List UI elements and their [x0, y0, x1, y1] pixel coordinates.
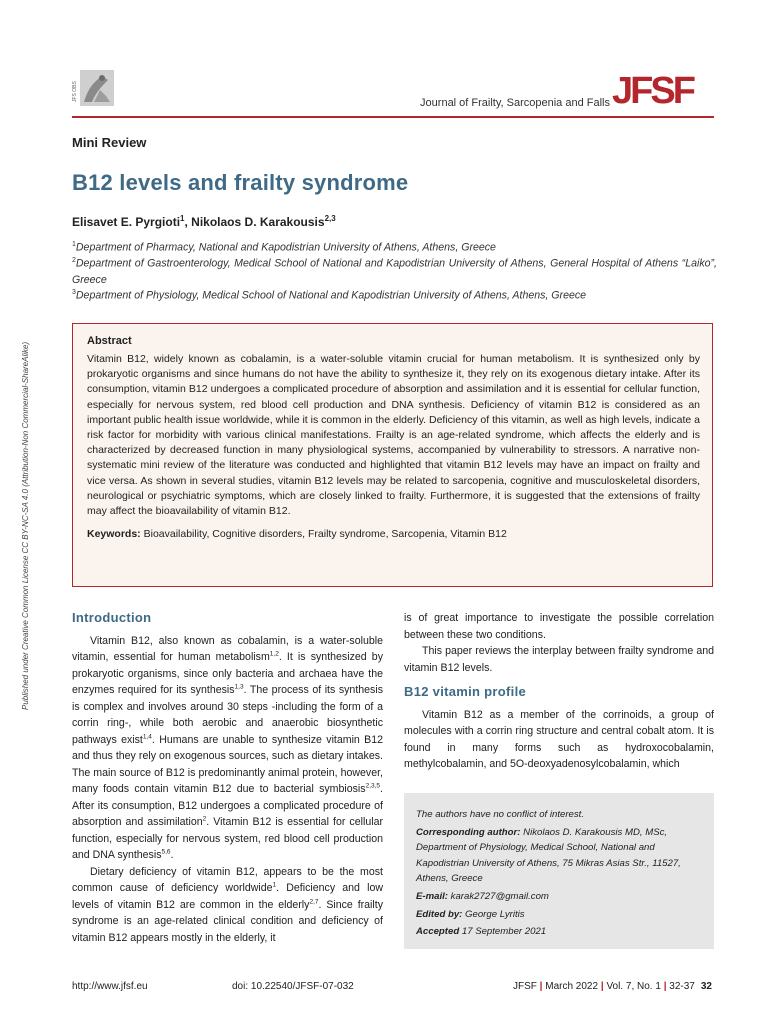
paragraph: Vitamin B12, also known as cobalamin, is a water-soluble vitamin, essential for human metabolism$^{1,2}$. It is synthesized by prokaryotic organisms, since only bacteria and archaea have the enzymes required for its synthesis$^{1,3}$. The process of its synthesis is complex and involves around 30 steps -including the form of a corrin ring-, while both aerobic and anaerobic biosynthetic pathways exist$^{1,4}$. Humans are unable to synthesize vitamin B12 and thus they rely on exogenous sources, such as dietary intakes. The main source of B12 is predominantly animal protein, however, many foods contain vitamin B12 due to bacterial symbiosis$^{2,3,5}$. After its consumption, B12 undergoes a complicated procedure of absorption and assimilation$^2$. Vitamin B12 is essential for cellular function, especially for nervous system, red blood cell production and DNA synthesis$^{5,6}$. [72, 634, 383, 861]
author-affiliation-mark: 1 [180, 214, 185, 223]
jfs-obs-logo [72, 68, 116, 108]
conflict-statement: The authors have no conflict of interest. [416, 809, 584, 820]
author-name: Elisavet E. Pyrgioti [72, 215, 181, 229]
footer-url[interactable]: http://www.jfsf.eu [72, 981, 148, 992]
logo-left-lettering: JFS OBS [72, 81, 78, 102]
paragraph: This paper reviews the interplay between frailty syndrome and vitamin B12 levels. [404, 645, 714, 674]
author-affiliation-mark: 2,3 [324, 214, 336, 223]
article-type: Mini Review [72, 135, 147, 150]
keywords-label: Keywords: [87, 528, 141, 541]
paragraph: Vitamin B12 as a member of the corrinoids, a group of molecules with a corrin ring structure and central cobalt atom. It is found in many forms such as hydroxocobalamin, methylcobalamin, and 5O-deoxyadenosylcobalamin, which [404, 708, 714, 770]
license-note: Published under Creative Common License CC BY-NC-SA 4.0 (Attribution-Non Commercial-ShareAlike) [21, 341, 30, 710]
footer-citation: JFSF | March 2022 | Vol. 7, No. 1 | 32-37 32 [512, 981, 712, 992]
section-heading-b12-profile: B12 vitamin profile [404, 684, 527, 699]
section-heading-introduction: Introduction [72, 610, 152, 625]
page-number: 32 [700, 981, 712, 992]
footer-doi[interactable]: doi: 10.22540/JFSF-07-032 [232, 981, 354, 992]
keywords-list: Bioavailability, Cognitive disorders, Frailty syndrome, Sarcopenia, Vitamin B12 [143, 528, 507, 541]
journal-name: Journal of Frailty, Sarcopenia and Falls [420, 97, 610, 109]
paragraph: is of great importance to investigate the possible correlation between these two conditions. [404, 612, 714, 641]
author-name: Nikolaos D. Karakousis [191, 215, 325, 229]
author-list: Elisavet E. Pyrgioti$^1$, Nikolaos D. Karakousis$^{2,3}$ [72, 214, 336, 229]
affiliation-text: Department of Gastroenterology, Medical School of National and Kapodistrian University of Athens, General Hospital of Athens “Laiko”, Greece [72, 257, 717, 286]
abstract-box [72, 323, 713, 587]
body-column-left [72, 608, 383, 946]
affiliation-mark: 2 [72, 257, 76, 264]
affiliation-mark: 3 [72, 289, 76, 296]
accepted-date: Accepted 17 September 2021 [416, 926, 547, 938]
article-title: B12 levels and frailty syndrome [72, 170, 409, 195]
jfsf-logo-text: JFSF [612, 70, 693, 108]
body-column-right [404, 610, 714, 773]
keywords [87, 528, 700, 540]
affiliation-text: Department of Physiology, Medical School of National and Kapodistrian University of Athens, Athens, Greece [75, 289, 587, 302]
affiliation-text: Department of Pharmacy, National and Kapodistrian University of Athens, Athens, Greece [75, 241, 496, 254]
affiliation-mark: 1 [72, 241, 76, 248]
header-divider [72, 116, 714, 118]
jfsf-logo [612, 70, 714, 108]
email-line: E-mail: karak2727@gmail.com [416, 890, 549, 902]
abstract-text: Vitamin B12, widely known as cobalamin, is a water-soluble vitamin crucial for human metabolism. It is synthesized only by prokaryotic organisms and since humans do not have the ability to synthesize it, they rely on its exogenous dietary intake. After its consumption, vitamin B12 undergoes a complicated procedure of absorption and assimilation and it is essential for cellular function, especially for nervous system, red blood cell production and DNA synthesis. Deficiency of vitamin B12 is considered as an important public health issue worldwide, while it is common in the elderly. Deficiency of this vitamin, as well as high levels, indicate a risk factor for morbidity with various clinical manifestations. Frailty is an age-related syndrome, which affects the elderly and is characterized by decreased function in many physiological systems, accompanied by vulnerability to stressors. A narrative non-systematic mini review of the literature was conducted and highlighted that vitamin B12 levels may have an impact on frailty and vice versa. As shown in several studies, vitamin B12 levels may be related to sarcopenia, cognitive and musculoskeletal disorders, neurological or psychiatric symptoms, which are closely linked to frailty. Furthermore, it is suggested that the extensions of frailty may affect the bioavailability of vitamin B12. [87, 353, 700, 518]
article-info-box [404, 793, 714, 949]
email-link[interactable]: karak2727@gmail.com [450, 890, 549, 902]
corresponding-author: Corresponding author: Nikolaos D. Karakousis MD, MSc, Department of Physiology, Medical School, National and Kapodistrian University of Athens, 75 Mikras Asias Str., 11527, Athens, Greece [416, 826, 681, 885]
edited-by: Edited by: George Lyritis [416, 908, 525, 920]
affiliation-2 [72, 253, 717, 288]
abstract-heading: Abstract [87, 335, 132, 347]
paragraph: Dietary deficiency of vitamin B12, appears to be the most common cause of deficiency worldwide$^1$. Deficiency and low levels of vitamin B12 are common in the elderly$^{2,7}$. Since frailty syndrome is an age-related clinical condition and deficiency of vitamin B12 appears mostly in the elderly, it [72, 865, 384, 944]
affiliation-3 [72, 285, 717, 304]
